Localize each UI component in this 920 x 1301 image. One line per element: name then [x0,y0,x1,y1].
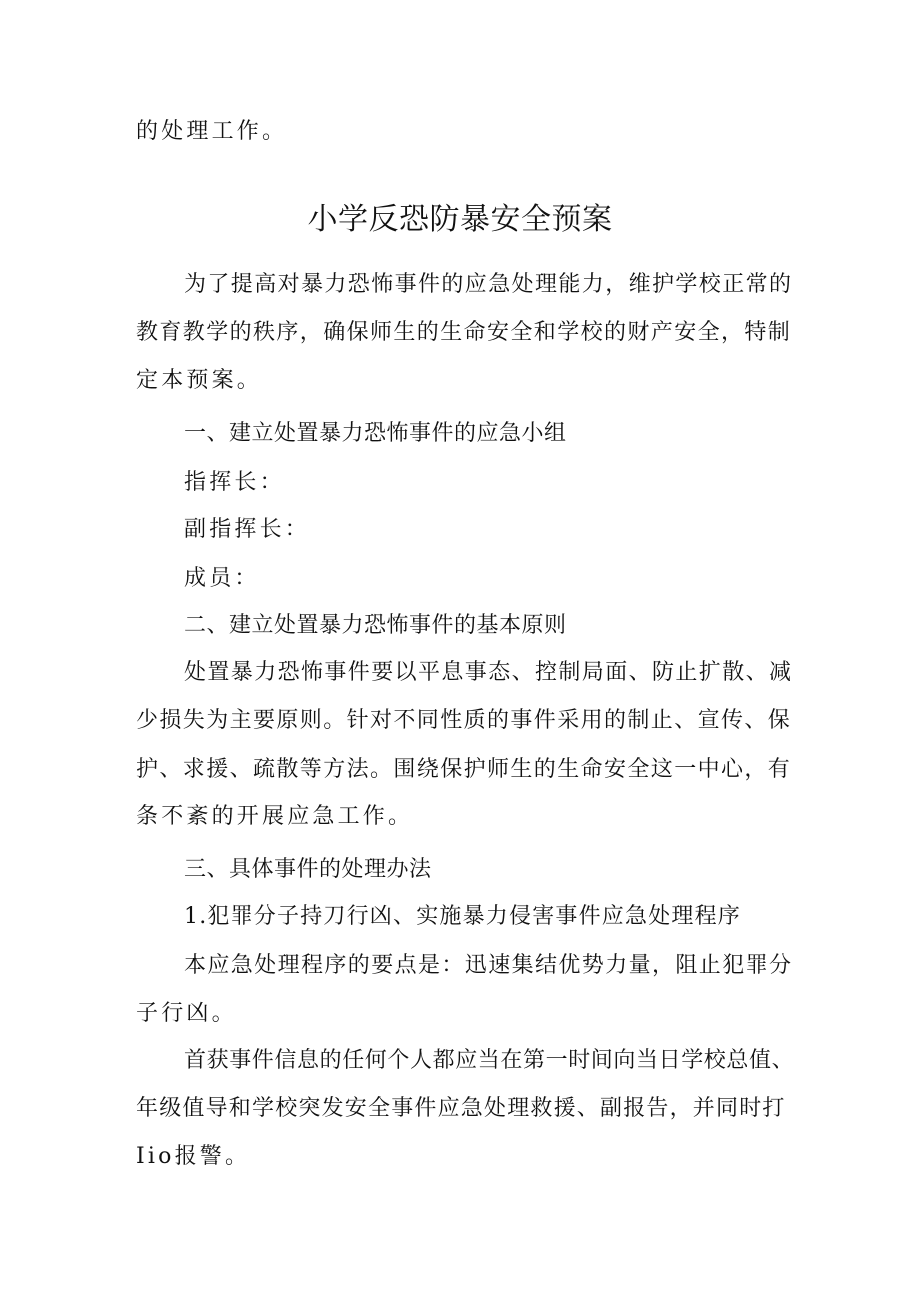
member-item-members: 成员： [184,566,260,591]
intro-line: 为了提高对暴力恐怖事件的应急处理能力，维护学校正常的 [184,272,793,297]
member-item-deputy: 副指挥长： [184,517,311,542]
section-heading-3: 三、具体事件的处理办法 [184,857,432,882]
procedure-line: 首获事件信息的任何个人都应当在第一时间向当日学校总值、 [184,1048,795,1073]
member-item-commander: 指挥长： [184,470,285,495]
intro-line: 教育教学的秩序，确保师生的生命安全和学校的财产安全，特制 [136,320,792,345]
principle-line: 处置暴力恐怖事件要以平息事态、控制局面、防止扩散、减 [184,660,793,685]
intro-line: 定本预案。 [136,368,263,393]
principle-line: 少损失为主要原则。针对不同性质的事件采用的制止、宣传、保 [136,708,792,733]
procedure-line: 年级值导和学校突发安全事件应急处理救援、副报告，并同时打 [136,1096,786,1121]
procedure-line: Iio报警。 [136,1144,251,1169]
procedure-line: 子行凶。 [136,1001,237,1026]
procedure-line: 本应急处理程序的要点是：迅速集结优势力量，阻止犯罪分 [184,953,793,978]
principle-line: 条不紊的开展应急工作。 [136,804,414,829]
subsection-heading: 1.犯罪分子持刀行凶、实施暴力侵害事件应急处理程序 [184,904,741,929]
continued-line: 的处理工作。 [136,119,288,144]
section-heading-2: 二、建立处置暴力恐怖事件的基本原则 [184,613,567,638]
section-heading-1: 一、建立处置暴力恐怖事件的应急小组 [184,421,567,446]
document-title: 小学反恐防暴安全预案 [307,202,613,237]
principle-line: 护、求援、疏散等方法。围绕保护师生的生命安全这一中心，有 [136,757,792,782]
